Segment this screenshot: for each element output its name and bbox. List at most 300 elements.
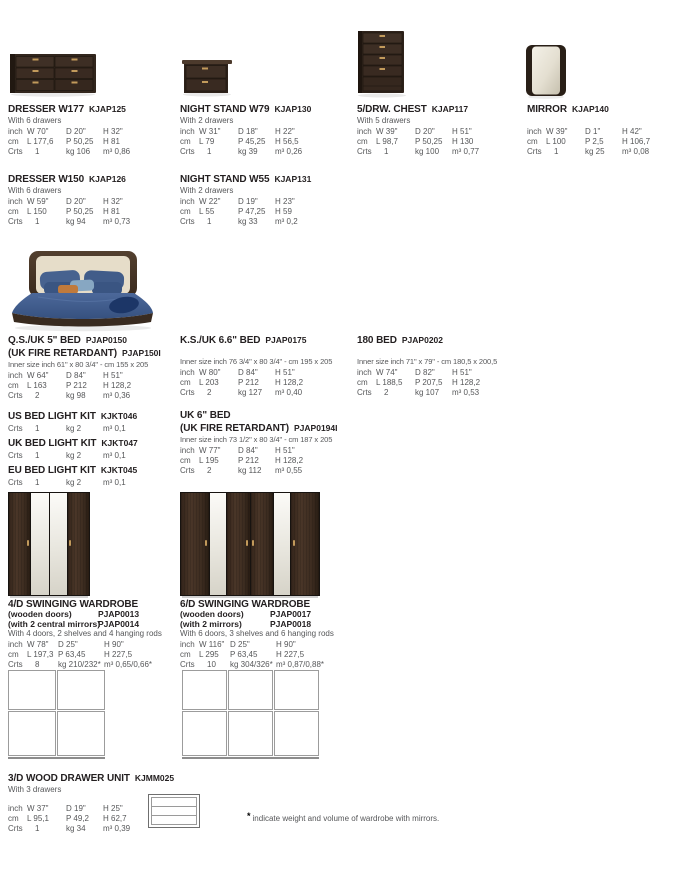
- spec-cell: 2: [384, 388, 389, 397]
- spec-cell: Crts: [180, 660, 195, 669]
- spec-cell: L 100: [546, 137, 566, 146]
- spec-row: [180, 640, 355, 650]
- product-qs-uk5-bed: [8, 334, 176, 401]
- spec-cell: P 50,25: [66, 137, 94, 146]
- product-desc: With 6 drawers: [8, 116, 62, 125]
- spec-row: [8, 391, 176, 401]
- spec-cell: Crts: [8, 660, 23, 669]
- wardrobe-4d-photo: [8, 492, 90, 596]
- wardrobe-door-mirror: [50, 493, 67, 595]
- spec-row: [180, 378, 352, 388]
- spec-cell: D 82": [415, 368, 435, 377]
- product-ks-uk66-bed: [180, 334, 352, 398]
- spec-cell: P 212: [238, 456, 259, 465]
- product-eu-bed-light-kit: [8, 464, 158, 488]
- spec-cell: kg 210/232*: [58, 660, 101, 669]
- spec-cell: kg 2: [66, 478, 82, 487]
- asterisk-icon: *: [247, 811, 251, 821]
- product-desc: With 2 drawers: [180, 186, 234, 195]
- wardrobe-handle: [293, 540, 295, 546]
- product-title: Q.S./UK 5" BED: [8, 335, 81, 346]
- spec-cell: cm: [8, 207, 19, 216]
- spec-table: [180, 197, 345, 227]
- spec-cell: D 19": [238, 197, 258, 206]
- spec-cell: kg 33: [238, 217, 258, 226]
- product-180-bed: [357, 334, 525, 398]
- spec-cell: P 50,25: [415, 137, 443, 146]
- spec-cell: H 227,5: [104, 650, 133, 659]
- spec-cell: H 81: [103, 207, 120, 216]
- spec-cell: cm: [180, 650, 191, 659]
- spec-cell: inch: [180, 197, 195, 206]
- spec-cell: L 177,6: [27, 137, 54, 146]
- product-title: 3/D WOOD DRAWER UNIT: [8, 773, 130, 784]
- spec-row: [357, 127, 522, 137]
- spec-cell: L 163: [27, 381, 47, 390]
- spec-cell: P 207,5: [415, 378, 443, 387]
- spec-row: [180, 650, 355, 660]
- inner-size: Inner size inch 76 3/4" x 80 3/4" - cm 195 x 205: [180, 357, 333, 366]
- spec-cell: D 20": [66, 127, 86, 136]
- spec-cell: Crts: [8, 391, 23, 400]
- schematic-cell: [182, 670, 227, 710]
- spec-row: [180, 127, 345, 137]
- spec-table: [8, 640, 173, 670]
- spec-cell: 2: [207, 388, 212, 397]
- wardrobe-4d-schematic: [8, 670, 105, 759]
- spec-cell: W 39": [376, 127, 398, 136]
- spec-cell: H 23": [275, 197, 295, 206]
- spec-cell: H 51": [452, 127, 472, 136]
- spec-table: [357, 368, 525, 398]
- product-dresser-w177: [8, 103, 173, 157]
- spec-table: [527, 127, 685, 157]
- product-6d-wardrobe: [180, 599, 355, 670]
- spec-cell: Crts: [180, 388, 195, 397]
- spec-cell: P 63,45: [58, 650, 86, 659]
- spec-cell: Crts: [180, 217, 195, 226]
- product-subtitle: (UK FIRE RETARDANT): [8, 348, 118, 359]
- product-desc: With 4 doors, 2 shelves and 4 hanging rods: [8, 629, 162, 638]
- product-desc: With 2 drawers: [180, 116, 234, 125]
- spec-row: [357, 378, 525, 388]
- product-4d-wardrobe: [8, 599, 173, 670]
- spec-row: [527, 147, 685, 157]
- spec-cell: kg 2: [66, 451, 82, 460]
- spec-cell: 1: [35, 478, 40, 487]
- schematic-cell: [57, 670, 105, 710]
- spec-table: [8, 424, 158, 434]
- product-code: KJAP126: [89, 174, 126, 184]
- product-variant-label: (with 2 central mirrors): [8, 618, 101, 629]
- spec-cell: H 90": [276, 640, 296, 649]
- spec-cell: m³ 0,53: [452, 388, 480, 397]
- spec-cell: inch: [357, 127, 372, 136]
- spec-cell: D 18": [238, 127, 258, 136]
- product-title: 5/DRW. CHEST: [357, 104, 427, 115]
- wardrobe-handle: [69, 540, 71, 546]
- spec-cell: m³ 0,87/0,88*: [276, 660, 325, 669]
- spec-cell: Crts: [8, 478, 23, 487]
- spec-cell: H 128,2: [275, 378, 304, 387]
- spec-cell: m³ 0,2: [275, 217, 298, 226]
- product-desc: With 6 doors, 3 shelves and 6 hanging rods: [180, 629, 334, 638]
- spec-cell: kg 34: [66, 824, 86, 833]
- product-title: DRESSER W177: [8, 104, 85, 115]
- spec-cell: 1: [384, 147, 389, 156]
- spec-row: [8, 137, 173, 147]
- spec-cell: H 51": [275, 368, 295, 377]
- spec-cell: 1: [207, 217, 212, 226]
- spec-row: [357, 388, 525, 398]
- spec-cell: cm: [527, 137, 538, 146]
- spec-cell: 10: [207, 660, 216, 669]
- spec-cell: H 81: [103, 137, 120, 146]
- spec-cell: D 84": [238, 368, 258, 377]
- spec-cell: P 63,45: [230, 650, 258, 659]
- wardrobe-6d-schematic: [182, 670, 319, 759]
- product-night-stand-w55: [180, 173, 345, 227]
- spec-row: [8, 451, 158, 461]
- spec-row: [527, 137, 685, 147]
- spec-cell: Crts: [8, 451, 23, 460]
- product-desc: [527, 116, 685, 126]
- schematic-cell: [228, 670, 273, 710]
- spec-row: [357, 147, 522, 157]
- spec-cell: P 2,5: [585, 137, 604, 146]
- inner-size: Inner size inch 71" x 79" - cm 180,5 x 200,5: [357, 357, 498, 366]
- wardrobe-door-mirror: [274, 493, 290, 595]
- spec-cell: inch: [180, 368, 195, 377]
- spec-cell: P 212: [66, 381, 87, 390]
- spec-cell: D 84": [238, 446, 258, 455]
- product-mirror: [527, 103, 685, 157]
- spec-cell: H 51": [103, 371, 123, 380]
- spec-cell: kg 2: [66, 424, 82, 433]
- spec-cell: cm: [8, 137, 19, 146]
- product-desc: With 6 drawers: [8, 186, 62, 195]
- spec-cell: H 51": [275, 446, 295, 455]
- spec-cell: D 25": [58, 640, 78, 649]
- product-title: UK 6" BED: [180, 410, 231, 421]
- product-code: KJAP130: [274, 104, 312, 114]
- product-us-bed-light-kit: [8, 410, 158, 434]
- spec-cell: Crts: [8, 217, 23, 226]
- spec-cell: inch: [8, 640, 23, 649]
- spec-row: [180, 217, 345, 227]
- spec-row: [8, 640, 173, 650]
- product-code: KJKT045: [100, 465, 138, 475]
- product-code: KJAP117: [431, 104, 469, 114]
- spec-row: [357, 368, 525, 378]
- product-variant-label: (with 2 mirrors): [180, 618, 242, 629]
- spec-cell: m³ 0,65/0,66*: [104, 660, 153, 669]
- spec-cell: m³ 0,40: [275, 388, 303, 397]
- spec-cell: Crts: [527, 147, 542, 156]
- spec-cell: kg 107: [415, 388, 440, 397]
- spec-cell: L 195: [199, 456, 219, 465]
- spec-cell: m³ 0,1: [103, 424, 126, 433]
- wardrobe-door-mirror: [31, 493, 48, 595]
- wardrobe-handle: [246, 540, 248, 546]
- spec-row: [8, 197, 173, 207]
- spec-cell: inch: [180, 127, 195, 136]
- spec-cell: m³ 0,08: [622, 147, 650, 156]
- spec-cell: W 31": [199, 127, 221, 136]
- spec-cell: P 47,25: [238, 207, 266, 216]
- spec-cell: kg 25: [585, 147, 605, 156]
- spec-cell: 1: [35, 451, 40, 460]
- product-code: PJAP150I: [122, 348, 161, 358]
- spec-cell: Crts: [357, 388, 372, 397]
- product-desc: With 3 drawers: [8, 785, 62, 794]
- spec-cell: L 55: [199, 207, 215, 216]
- spec-cell: m³ 0,39: [103, 824, 131, 833]
- product-title: MIRROR: [527, 104, 567, 115]
- spec-cell: H 32": [103, 197, 123, 206]
- product-code: KJAP131: [274, 174, 312, 184]
- spec-cell: W 39": [546, 127, 568, 136]
- spec-row: [180, 368, 352, 378]
- spec-cell: H 227,5: [276, 650, 305, 659]
- spec-row: [8, 147, 173, 157]
- spec-cell: 2: [207, 466, 212, 475]
- product-code: PJAP0194I: [294, 423, 338, 433]
- spec-cell: W 77": [199, 446, 221, 455]
- spec-cell: kg 94: [66, 217, 86, 226]
- spec-cell: P 50,25: [66, 207, 94, 216]
- spec-table: [8, 127, 173, 157]
- spec-cell: kg 39: [238, 147, 258, 156]
- spec-cell: H 130: [452, 137, 474, 146]
- product-title: 6/D SWINGING WARDROBE: [180, 599, 311, 610]
- spec-cell: inch: [8, 804, 23, 813]
- spec-cell: H 42": [622, 127, 642, 136]
- schematic-cell: [274, 711, 319, 756]
- spec-cell: L 150: [27, 207, 47, 216]
- spec-cell: cm: [8, 650, 19, 659]
- spec-row: [180, 466, 352, 476]
- spec-cell: L 98,7: [376, 137, 398, 146]
- product-code: PJAP0017: [270, 609, 312, 619]
- spec-cell: Crts: [8, 147, 23, 156]
- product-title: NIGHT STAND W55: [180, 174, 270, 185]
- spec-row: [8, 207, 173, 217]
- spec-cell: H 59: [275, 207, 292, 216]
- spec-cell: kg 100: [415, 147, 440, 156]
- spec-cell: inch: [8, 127, 23, 136]
- product-title: UK BED LIGHT KIT: [8, 438, 97, 449]
- drawer-unit-schematic: [148, 794, 200, 828]
- spec-cell: W 78": [27, 640, 49, 649]
- product-uk-bed-light-kit: [8, 437, 158, 461]
- schematic-cell: [57, 711, 105, 756]
- spec-cell: W 74": [376, 368, 398, 377]
- product-desc: With 5 drawers: [357, 116, 411, 125]
- spec-cell: W 80": [199, 368, 221, 377]
- spec-row: [180, 207, 345, 217]
- spec-cell: inch: [180, 446, 195, 455]
- spec-cell: 1: [35, 217, 40, 226]
- spec-cell: H 128,2: [452, 378, 481, 387]
- spec-cell: m³ 0,73: [103, 217, 131, 226]
- spec-cell: Crts: [357, 147, 372, 156]
- spec-cell: H 25": [103, 804, 123, 813]
- wardrobe-door-wood: [68, 493, 89, 595]
- spec-cell: W 64": [27, 371, 49, 380]
- spec-row: [8, 381, 176, 391]
- spec-row: [180, 197, 345, 207]
- inner-size: Inner size inch 61" x 80 3/4" - cm 155 x 205: [8, 360, 149, 369]
- spec-cell: D 20": [415, 127, 435, 136]
- product-code: PJAP0202: [401, 335, 444, 345]
- schematic-cell: [274, 670, 319, 710]
- spec-table: [180, 127, 345, 157]
- product-title: DRESSER W150: [8, 174, 85, 185]
- product-uk6-bed: [180, 410, 352, 476]
- product-code: KJAP140: [571, 104, 609, 114]
- spec-cell: L 203: [199, 378, 219, 387]
- spec-cell: Crts: [8, 824, 23, 833]
- spec-cell: cm: [180, 378, 191, 387]
- spec-cell: inch: [180, 640, 195, 649]
- spec-row: [180, 147, 345, 157]
- spec-row: [8, 217, 173, 227]
- spec-cell: W 59": [27, 197, 49, 206]
- spec-cell: 1: [35, 147, 40, 156]
- product-code: PJAP0014: [98, 618, 140, 629]
- spec-cell: W 22": [199, 197, 221, 206]
- schematic-cell: [8, 670, 56, 710]
- product-title: K.S./UK 6.6" BED: [180, 335, 261, 346]
- product-title: NIGHT STAND W79: [180, 104, 270, 115]
- spec-cell: m³ 0,1: [103, 478, 126, 487]
- spec-cell: D 25": [230, 640, 250, 649]
- spec-cell: H 106,7: [622, 137, 651, 146]
- spec-cell: kg 127: [238, 388, 263, 397]
- spec-cell: cm: [180, 207, 191, 216]
- wardrobe-6d-photo: [180, 492, 320, 596]
- night-stand-w79-photo: [182, 56, 234, 97]
- product-code: PJAP0150: [85, 335, 127, 345]
- product-variant-label: (wooden doors): [180, 609, 244, 619]
- spec-cell: W 116": [199, 640, 225, 649]
- spec-cell: H 90": [104, 640, 124, 649]
- bed-photo: [8, 249, 158, 332]
- spec-cell: cm: [357, 137, 368, 146]
- spec-row: [180, 446, 352, 456]
- inner-size: Inner size inch 73 1/2" x 80 3/4" - cm 187 x 205: [180, 435, 333, 444]
- wardrobe-handle: [205, 540, 207, 546]
- footnote-text: indicate weight and volume of wardrobe with mirrors.: [252, 814, 440, 823]
- spec-row: [357, 137, 522, 147]
- schematic-cell: [228, 711, 273, 756]
- dresser-w177-photo: [9, 54, 97, 97]
- spec-cell: H 22": [275, 127, 295, 136]
- spec-cell: H 128,2: [275, 456, 304, 465]
- spec-cell: kg 112: [238, 466, 262, 475]
- spec-table: [180, 368, 352, 398]
- product-code: KJKT047: [101, 438, 138, 448]
- spec-cell: kg 98: [66, 391, 86, 400]
- spec-row: [8, 371, 176, 381]
- spec-cell: D 1": [585, 127, 601, 136]
- spec-row: [180, 456, 352, 466]
- spec-cell: 1: [554, 147, 559, 156]
- spec-cell: 2: [35, 391, 40, 400]
- spec-table: [8, 451, 158, 461]
- spec-table: [180, 640, 355, 670]
- spec-cell: inch: [527, 127, 542, 136]
- spec-cell: m³ 0,26: [275, 147, 303, 156]
- product-code: KJAP125: [89, 104, 126, 114]
- spec-cell: Crts: [8, 424, 23, 433]
- spec-cell: m³ 0,77: [452, 147, 480, 156]
- spec-table: [180, 446, 352, 476]
- spec-cell: cm: [8, 814, 19, 823]
- product-dresser-w150: [8, 173, 173, 227]
- wardrobe-door-mirror: [210, 493, 226, 595]
- spec-cell: P 212: [238, 378, 259, 387]
- spec-row: [8, 660, 173, 670]
- product-code: PJAP0175: [265, 335, 307, 345]
- spec-cell: 1: [35, 424, 40, 433]
- spec-row: [180, 137, 345, 147]
- footnote: [247, 811, 439, 823]
- spec-row: [8, 127, 173, 137]
- product-code: KJKT046: [100, 411, 138, 421]
- product-night-stand-w79: [180, 103, 345, 157]
- spec-cell: P 45,25: [238, 137, 266, 146]
- wardrobe-handle: [252, 540, 254, 546]
- product-5drw-chest: [357, 103, 522, 157]
- spec-cell: H 51": [452, 368, 472, 377]
- spec-table: [8, 478, 158, 488]
- product-code: KJMM025: [134, 773, 175, 783]
- spec-cell: m³ 0,55: [275, 466, 303, 475]
- spec-cell: L 295: [199, 650, 219, 659]
- spec-cell: cm: [8, 381, 19, 390]
- product-title: 4/D SWINGING WARDROBE: [8, 599, 139, 610]
- product-title: EU BED LIGHT KIT: [8, 465, 96, 476]
- spec-table: [8, 371, 176, 401]
- spec-cell: H 32": [103, 127, 123, 136]
- spec-cell: inch: [8, 197, 23, 206]
- spec-cell: W 37": [27, 804, 49, 813]
- spec-cell: L 95,1: [27, 814, 49, 823]
- product-subtitle: (UK FIRE RETARDANT): [180, 423, 290, 434]
- spec-row: [180, 660, 355, 670]
- spec-cell: H 62,7: [103, 814, 127, 823]
- spec-cell: D 19": [66, 804, 86, 813]
- spec-cell: H 56,5: [275, 137, 299, 146]
- product-variant-label: (wooden doors): [8, 609, 72, 619]
- spec-table: [357, 127, 522, 157]
- wardrobe-door-wood: [291, 493, 319, 595]
- schematic-cell: [182, 711, 227, 756]
- spec-cell: m³ 0,36: [103, 391, 131, 400]
- spec-cell: Crts: [180, 147, 195, 156]
- spec-cell: W 70": [27, 127, 49, 136]
- product-code: PJAP0013: [98, 609, 140, 619]
- spec-cell: inch: [8, 371, 23, 380]
- schematic-drawer: [151, 815, 197, 825]
- chest-5drw-photo: [357, 31, 408, 98]
- wardrobe-handle: [27, 540, 29, 546]
- spec-cell: Crts: [180, 466, 195, 475]
- spec-cell: L 79: [199, 137, 215, 146]
- spec-row: [8, 650, 173, 660]
